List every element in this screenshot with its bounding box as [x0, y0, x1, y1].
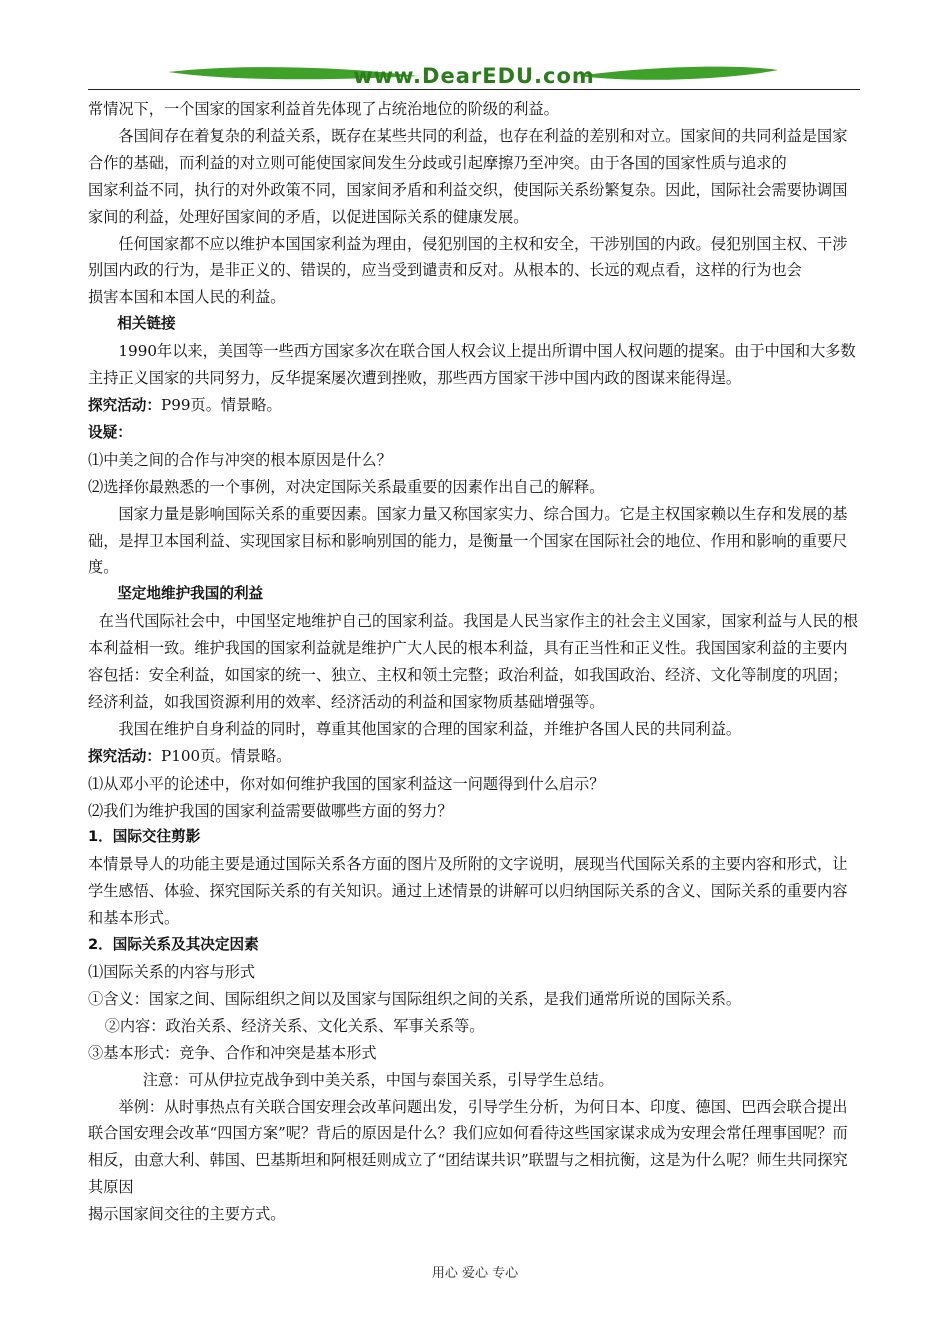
paragraph: 损害本国和本国人民的利益。	[88, 288, 286, 307]
list-item: ②内容：政治关系、经济关系、文化关系、军事关系等。	[104, 1016, 485, 1035]
list-item: ③基本形式：竞争、合作和冲突是基本形式	[88, 1043, 377, 1062]
section-heading: 坚定地维护我国的利益	[117, 585, 264, 603]
paragraph: 任何国家都不应以维护本国国家利益为理由，侵犯别国的主权和安全，干涉别国的内政。侵犯别国主权、干涉别国内政的行为，是非正义的、错误的，应当受到谴责和反对。从根本的、长远的观点看，这样的行为也会	[88, 234, 848, 280]
activity-line	[88, 743, 860, 771]
section-heading: 相关链接	[117, 315, 176, 333]
paragraph: 国家力量是影响国际关系的重要因素。国家力量又称国家实力、综合国力。它是主权国家赖以生存和发展的基础，是捍卫本国利益、实现国家目标和影响别国的能力，是衡量一个国家在国际社会的地位、作用和影响的重要尺度。	[88, 504, 848, 577]
paragraph: 各国间存在着复杂的利益关系，既存在某些共同的利益，也存在利益的差别和对立。国家间的共同利益是国家合作的基础，而利益的对立则可能使国家间发生分歧或引起摩擦乃至冲突。由于各国的国家性质与追求的	[88, 126, 848, 172]
paragraph: 我国在维护自身利益的同时，尊重其他国家的合理的国家利益，并维护各国人民的共同利益。	[118, 719, 742, 738]
activity-label: 探究活动：	[88, 396, 161, 414]
paragraph: 举例：从时事热点有关联合国安理会改革问题出发，引导学生分析，为何日本、印度、德国、巴西会联合提出联合国安理会改革“四国方案”呢？背后的原因是什么？我们应如何看待这些国家谋求成为安理会常任理事国呢？而相反，由意大利、韩国、巴基斯坦和阿根廷则成立了“团结谋共识”联盟与之相抗衡，这是为什么呢？师生共同探究其原因	[88, 1097, 848, 1197]
section-heading: 1．国际交往剪影	[88, 828, 201, 846]
sub-heading: ⑴国际关系的内容与形式	[88, 963, 256, 981]
paragraph: 本情景导人的功能主要是通过国际关系各方面的图片及所附的文字说明，展现当代国际关系的主要内容和形式，让学生感悟、体验、探究国际关系的有关知识。通过上述情景的讲解可以归纳国际关系的含义、国际关系的重要内容和基本形式。	[88, 855, 848, 928]
paragraph: 常情况下，一个国家的国家利益首先体现了占统治地位的阶级的利益。	[88, 100, 559, 118]
paragraph: 注意：可从伊拉克战争到中美关系，中国与泰国关系，引导学生总结。	[142, 1070, 614, 1089]
paragraph: 在当代国际社会中，中国坚定地维护自己的国家利益。我国是人民当家作主的社会主义国家，国家利益与人民的根本利益相一致。维护我国的国家利益就是维护广大人民的根本利益，具有正当性和正义性。我国国家利益的主要内容包括：安全利益，如国家的统一、独立、主权和领土完整；政治利益，如我国政治、经济、文化等制度的巩固；经济利益，如我国资源利用的效率、经济活动的利益和国家物质基础增强等。	[88, 612, 858, 711]
paragraph: 1990年以来，美国等一些西方国家多次在联合国人权会议上提出所谓中国人权问题的提案。由于中国和大多数主持正义国家的共同努力，反华提案屡次遭到挫败，那些西方国家干涉中国内政的图谋来能得逞。	[88, 342, 856, 388]
question-item: ⑵选择你最熟悉的一个事例，对决定国际关系最重要的因素作出自己的解释。	[88, 477, 605, 496]
question-item: ⑴中美之间的合作与冲突的根本原因是什么？	[88, 450, 392, 469]
question-item: ⑵我们为维护我国的国家利益需要做哪些方面的努力？	[88, 801, 453, 820]
site-header-logo	[88, 58, 860, 92]
activity-label: 探究活动：	[88, 747, 161, 765]
document-body	[88, 96, 860, 1228]
section-heading: 设疑：	[88, 423, 132, 441]
paragraph: 国家利益不同，执行的对外政策不同，国家间矛盾和利益交织，使国际关系纷繁复杂。因此，国际社会需要协调国家间的利益，处理好国家间的矛盾，以促进国际关系的健康发展。	[88, 180, 848, 226]
question-item: ⑴从邓小平的论述中，你对如何维护我国的国家利益这一问题得到什么启示？	[88, 774, 605, 793]
activity-text: P99页。情景略。	[160, 395, 282, 414]
logo-text: www.DearEDU.com	[353, 64, 595, 88]
page-footer: 用心 爱心 专心	[431, 1266, 519, 1281]
activity-text: P100页。情景略。	[160, 746, 292, 765]
section-heading: 2．国际关系及其决定因素	[88, 936, 259, 954]
activity-line	[88, 392, 860, 420]
paragraph: 揭示国家间交往的主要方式。	[88, 1205, 286, 1224]
list-item: ①含义：国家之间、国际组织之间以及国家与国际组织之间的关系，是我们通常所说的国际关系。	[88, 989, 742, 1008]
header-rule	[88, 89, 860, 90]
